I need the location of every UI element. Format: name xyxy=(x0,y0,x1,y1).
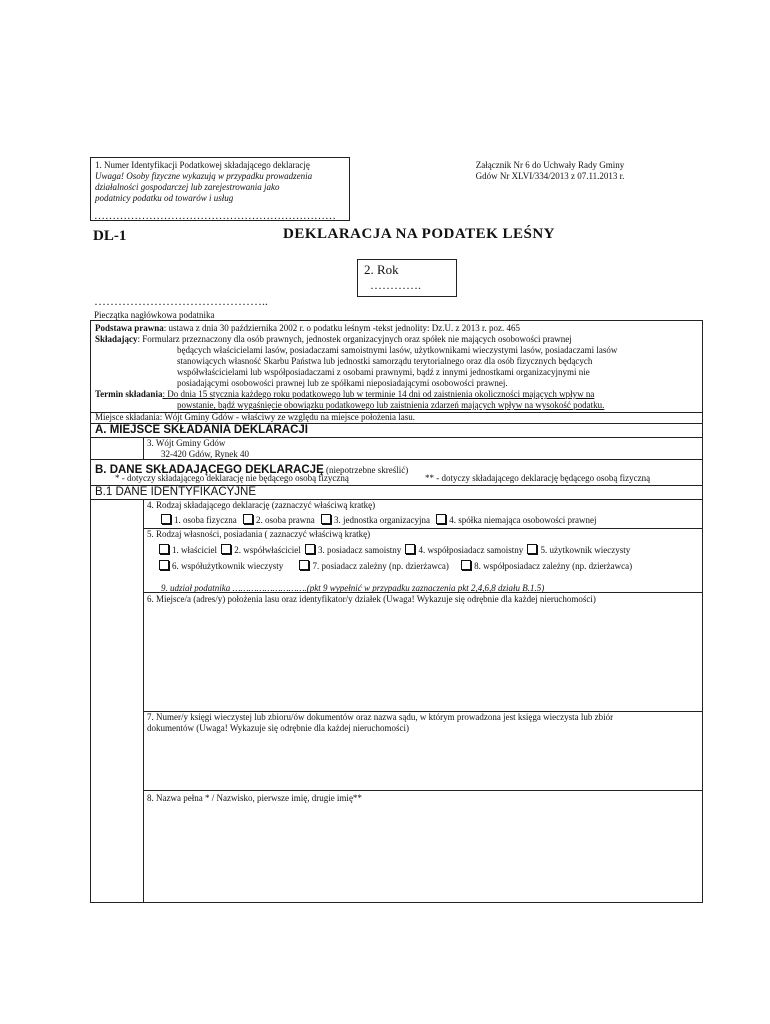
form-code: DL-1 xyxy=(93,228,127,244)
field-5-label: 5. Rodzaj własności, posiadania ( zaznaczyć właściwą kratkę) xyxy=(147,529,371,539)
checkbox[interactable] xyxy=(527,544,537,554)
option-label: 8. współposiadacz zależny (np. dzierżawca) xyxy=(474,561,633,571)
declaration-form-frame xyxy=(90,320,703,903)
checkbox[interactable] xyxy=(159,560,169,570)
nip-note-line-2: działalności gospodarczej lub zarejestrowania jako xyxy=(95,182,280,192)
note-double-star: ** - dotyczy składającego deklarację będącego osobą fizyczną xyxy=(425,473,651,483)
nip-field-title: 1. Numer Identyfikacji Podatkowej składającego deklarację xyxy=(95,160,310,170)
field-6-location[interactable]: 6. Miejsce/a (adres/y) położenia lasu oraz identyfikator/y działek (Uwaga! Wykazuje się odrębnie dla każdej nieruchomości) xyxy=(147,594,596,604)
annex-line-1: Załącznik Nr 6 do Uchwały Rady Gminy xyxy=(475,160,625,170)
checkbox[interactable] xyxy=(321,514,331,524)
field-4-label: 4. Rodzaj składającego deklarację (zaznaczyć właściwą kratkę) xyxy=(147,500,376,510)
section-a-title: A. MIEJSCE SKŁADANIA DEKLARACJI xyxy=(95,424,308,436)
checkbox[interactable] xyxy=(159,544,169,554)
option-label: 1. właściciel xyxy=(172,545,217,555)
field-3-office xyxy=(147,438,249,460)
office-name: 3. Wójt Gminy Gdów xyxy=(147,438,226,448)
checkbox[interactable] xyxy=(461,560,471,570)
field-7-line-1: 7. Numer/y księgi wieczystej lub zbioru/ów dokumentów oraz nazwa sądu, w którym prowadzona jest księga wieczysta lub zbiór xyxy=(147,712,614,722)
checkbox[interactable] xyxy=(161,514,171,524)
stamp-dots: …………………………………….. xyxy=(94,294,268,308)
annex-reference xyxy=(440,160,660,182)
office-address: 32-420 Gdów, Rynek 40 xyxy=(161,449,250,459)
nip-note-line-3: podatnicy podatku od towarów i usług xyxy=(95,193,234,203)
option-label: 7. posiadacz zależny (np. dzierżawca) xyxy=(312,561,449,571)
divider xyxy=(143,790,702,791)
checkbox[interactable] xyxy=(243,514,253,524)
year-field-box[interactable] xyxy=(357,259,457,297)
legal-basis-label: Podstawa prawna xyxy=(95,323,164,333)
field-7-line-2: dokumentów (Uwaga! Wykazuje się odrębnie dla każdej nieruchomości) xyxy=(147,723,409,733)
filer-line-3: stanowiących własność Skarbu Państwa lub jednostki samorządu terytorialnego oraz dla osób fizycznych będących xyxy=(177,356,593,366)
option-label: 5. użytkownik wieczysty xyxy=(540,545,631,555)
year-label: 2. Rok xyxy=(364,262,399,277)
section-b-note: (niepotrzebne skreślić) xyxy=(323,465,409,475)
filer-line-4: współwłaścicielami lub współposiadaczami z osobami prawnymi, bądź z innymi jednostkami organizacyjnymi nie xyxy=(177,367,590,377)
term-line-1: : Do dnia 15 stycznia każdego roku podatkowego lub w terminie 14 dni od zaistnienia okoliczności mających wpływ na xyxy=(162,389,595,399)
option-label: 3. posiadacz samoistny xyxy=(317,545,402,555)
field-8-name[interactable]: 8. Nazwa pełna * / Nazwisko, pierwsze imię, drugie imię** xyxy=(147,793,362,803)
divider xyxy=(143,592,702,593)
option-label: 1. osoba fizyczna xyxy=(174,515,237,525)
checkbox[interactable] xyxy=(305,544,315,554)
checkbox[interactable] xyxy=(299,560,309,570)
option-label: 4. spółka niemająca osobowości prawnej xyxy=(449,515,597,525)
legal-basis-text: : ustawa z dnia 30 października 2002 r. o podatku leśnym -tekst jednolity: Dz.U. z 2013 r. poz. 465 xyxy=(163,323,520,333)
field-7-land-register[interactable] xyxy=(147,712,701,734)
divider xyxy=(143,499,144,903)
nip-note-line-1: Uwaga! Osoby fizyczne wykazują w przypadku prowadzenia xyxy=(95,171,313,181)
checkbox[interactable] xyxy=(221,544,231,554)
term-line-2: powstanie, bądź wygaśnięcie obowiązku podatkowego lub zaistnienia zdarzeń mających wpływ na wysokość podatku. xyxy=(177,400,605,410)
option-label: 3. jednostka organizacyjna xyxy=(333,515,431,525)
section-b1-title: B.1 DANE IDENTYFIKACYJNE xyxy=(95,486,257,498)
note-single-star: * - dotyczy składającego deklarację nie będącego osobą fizyczną xyxy=(115,473,349,483)
divider xyxy=(143,437,144,459)
field-5-options-row-1 xyxy=(157,544,630,556)
option-label: 2. współwłaściciel xyxy=(234,545,301,555)
field-5-options-row-2 xyxy=(157,560,632,572)
filer-line-2: będących właścicielami lasów, posiadaczami samoistnymi lasów, użytkownikami wieczystymi lasów, posiadaczami lasów xyxy=(177,345,618,355)
place-of-filing: Miejsce składania: Wójt Gminy Gdów - właściwy ze względu na miejsce położenia lasu. xyxy=(95,412,415,422)
field-4-options xyxy=(159,514,597,526)
section-b-title: B. DANE SKŁADAJĄCEGO DEKLARACJĘ xyxy=(95,464,324,476)
form-title: DEKLARACJA NA PODATEK LEŚNY xyxy=(283,226,556,242)
option-label: 6. współużytkownik wieczysty xyxy=(172,561,284,571)
term-label: Termin składania xyxy=(95,389,163,399)
nip-input-dots[interactable]: ………………………………………………………… xyxy=(94,210,336,222)
filer-line-1: : Formularz przeznaczony dla osób prawnych, jednostek organizacyjnych oraz spółek nie mających osobowości prawnej xyxy=(137,334,572,344)
option-label: 2. osoba prawna xyxy=(255,515,315,525)
stamp-label: Pieczątka nagłówkowa podatnika xyxy=(94,310,215,320)
filer-label: Składający xyxy=(95,334,138,344)
annex-line-2: Gdów Nr XLVI/334/2013 z 07.11.2013 r. xyxy=(475,171,625,181)
option-label: 4. współposiadacz samoistny xyxy=(418,545,524,555)
year-input-dots[interactable]: …………. xyxy=(370,278,421,292)
legal-info-block xyxy=(95,323,695,411)
checkbox[interactable] xyxy=(405,544,415,554)
checkbox[interactable] xyxy=(436,514,446,524)
filer-line-5: posiadającymi osobowości prawnej lub ze spółkami nieposiadającymi osobowości prawnej. xyxy=(177,378,508,388)
field-9-share[interactable]: 9. udział podatnika ……………………….(pkt 9 wypełnić w przypadku zaznaczenia pkt 2,4,6,8 działu B.1.5) xyxy=(161,583,545,592)
